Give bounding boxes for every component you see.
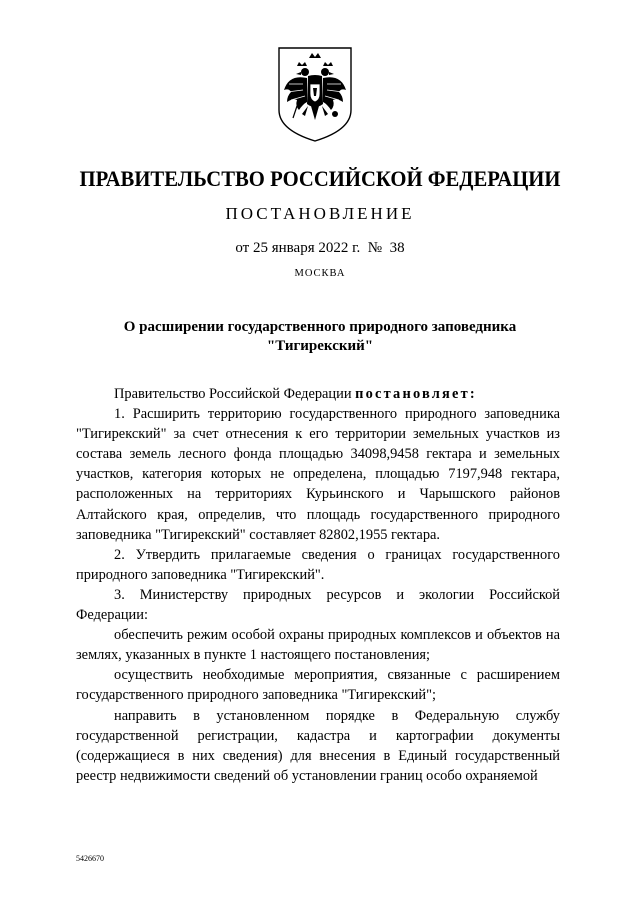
- russian-coat-of-arms-icon: [275, 44, 355, 144]
- document-body: [76, 384, 560, 786]
- paragraph-3-item-1: обеспечить режим особой охраны природных комплексов и объектов на землях, указанных в пункте 1 настоящего постановления;: [76, 627, 560, 664]
- paragraph-1: 1. Расширить территорию государственного природного заповедника "Тигирекский" за счет отнесения к его территории земельных участков из состава земель лесного фонда площадью 34098,9458 гектара и земельных участков, категория которых не определена, площадью 7197,948 гектара, расположенных на территориях Курьинского и Чарышского районов Алтайского края, определив, что площадь государственного природного заповедника "Тигирекский" составляет 82802,1955 гектара.: [76, 406, 560, 543]
- intro-verb: постановляет:: [355, 386, 477, 402]
- subject-line-2: "Тигирекский": [266, 338, 374, 354]
- government-title: ПРАВИТЕЛЬСТВО РОССИЙСКОЙ ФЕДЕРАЦИИ: [79, 166, 561, 191]
- intro-paragraph: [76, 384, 560, 404]
- subject-line-1: О расширении государственного природного заповедника: [123, 319, 517, 335]
- document-code: 5426670: [76, 854, 104, 863]
- document-date-number: от 25 января 2022 г. № 38: [235, 240, 405, 256]
- paragraph-3-item-2: осуществить необходимые мероприятия, связанные с расширением государственного природного заповедника "Тигирекский";: [76, 667, 560, 704]
- document-subject: [100, 318, 540, 356]
- document-city: МОСКВА: [294, 268, 346, 279]
- paragraph-2: 2. Утвердить прилагаемые сведения о границах государственного природного заповедника "Тигирекский".: [76, 546, 560, 583]
- paragraph-3-item-3: направить в установленном порядке в Федеральную службу государственной регистрации, кадастра и картографии документы (содержащиеся в них сведения) для внесения в Единый государственный реестр недвижимости сведений об установлении границ особо охраняемой: [76, 707, 560, 784]
- document-type: ПОСТАНОВЛЕНИЕ: [225, 204, 415, 223]
- paragraph-3: 3. Министерству природных ресурсов и экологии Российской Федерации:: [76, 586, 560, 624]
- intro-prefix: Правительство Российской Федерации: [114, 386, 356, 402]
